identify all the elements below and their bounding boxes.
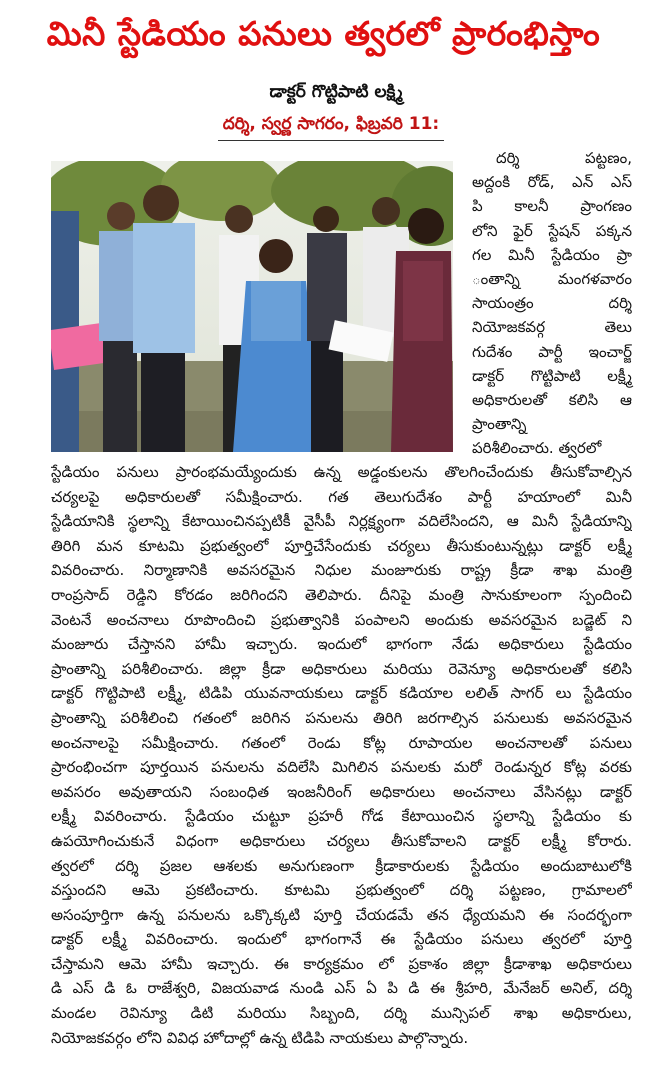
article-byline: డాక్టర్ గొట్టిపాటి లక్ష్మి [269, 82, 403, 102]
text-line: వివరించారు. నిర్మాణానికి అవసరమైన నిధుల మంజూరుకు రాష్ట్ర క్రీడా శాఖ మంత్రి [51, 561, 632, 580]
article-side-column [472, 146, 632, 461]
text-line: అధికారులతో కలిసి ఆ [472, 391, 632, 410]
text-line: వస్తుందని ఆమె ప్రకటించారు. కూటమి ప్రభుత్వంలో దర్శి పట్టణం, గ్రామాలలో [51, 881, 632, 900]
text-line: గుదేశం పార్టీ ఇంచార్జ్ [472, 342, 632, 361]
article-body [51, 460, 632, 1050]
article-headline: మినీ స్టేడియం పనులు త్వరలో ప్రారంభిస్తాం [46, 14, 601, 53]
text-line: లక్ష్మీ వివరించారు. స్టేడియం చుట్టూ ప్రహరీ గోడ కేటాయించిన స్థలాన్ని స్టేడియం కు [51, 807, 632, 826]
text-line: డాక్టర్ గొట్టిపాటి లక్ష్మీ [472, 366, 632, 385]
stadium-inspection-photo [51, 161, 453, 452]
text-line: ంతాన్ని మంగళవారం [472, 270, 632, 289]
text-line: మంజూరు చేస్తానని హామీ ఇచ్చారు. ఇందులో భాగంగా నేడు అధికారులు స్టేడియం [51, 635, 632, 654]
text-line: డి ఎస్ డి ఓ రాజేశ్వరి, విజయవాడ నుండి ఎస్ ఏ పి డి ఈ శ్రీహరి, మేనేజర్ అనిల్, దర్శి [51, 979, 632, 998]
text-line: చేస్తామని ఆమె హామీ ఇచ్చారు. ఈ కార్యక్రమం లో ప్రకాశం జిల్లా క్రీడాశాఖ అధికారులు [51, 954, 632, 973]
text-line: పి కాలనీ ప్రాంగణం [472, 197, 632, 216]
text-line: ప్రాంతాన్ని పరిశీలించి గతంలో జరిగిన పనులను తిరిగి జరగాల్సిన పనులుకు అవసరమైన [51, 708, 632, 727]
text-line: స్టేడియానికి స్థలాన్ని కేటాయించినప్పటికీ వైసీపీ నిర్లక్ష్యంగా వదిలేసిందని, ఆ మినీ స్టేడియాన్ని [51, 512, 632, 531]
text-line: దర్శి పట్టణం, [496, 149, 632, 167]
text-line: సాయంత్రం దర్శి [472, 294, 632, 313]
text-line: ప్రాంతాన్ని పరిశీలించారు. జిల్లా క్రీడా అధికారులు మరియు రెవెన్యూ అధికారులతో కలిసి [51, 659, 632, 678]
text-line: ప్రాంతాన్ని [472, 415, 527, 434]
text-line: స్టేడియం పనులు ప్రారంభమయ్యేందుకు ఉన్న అడ్డంకులను తొలగించేందుకు తీసుకోవాల్సిన [51, 463, 632, 481]
text-line: డాక్టర్ లక్ష్మీ వివరించారు. ఇందులో భాగంగానే ఈ స్టేడియం పనులు త్వరలో పూర్తి [51, 930, 632, 949]
text-line: త్వరలో దర్శి ప్రజల ఆశలకు అనుగుణంగా క్రీడాకారులకు స్టేడియం అందుబాటులోకి [51, 856, 632, 875]
text-line: అంచనాలపై సమీక్షించారు. గతంలో రెండు కోట్ల రూపాయల అంచనాలతో పనులు [51, 733, 632, 752]
text-line: అద్దంకి రోడ్, ఎన్ ఎస్ [472, 173, 632, 192]
text-line: నియోజకవర్గం లోని వివిధ హోదాల్లో ఉన్న టిడిపి నాయకులు పాల్గొన్నారు. [51, 1028, 469, 1047]
text-line: పరిశీలించారు. త్వరలో [472, 439, 602, 458]
text-line: లోని ఫైర్ స్టేషన్ పక్కన [472, 221, 632, 240]
text-line: ఉపయోగించుకునే విధంగా అధికారులు చర్యలు తీసుకోవాలని డాక్టర్ లక్ష్మీ కోరారు. [51, 831, 632, 850]
text-line: చర్యలపై అధికారులతో సమీక్షించారు. గత తెలుగుదేశం పార్టీ హయాంలో మినీ [51, 487, 632, 506]
dateline-underline [218, 140, 444, 141]
text-line: రాంప్రసాద్ రెడ్డిని కోరడం జరిగిందని తెలిపారు. దీనిపై మంత్రి సానుకూలంగా స్పందించి [51, 585, 632, 604]
text-line: వెంటనే అంచనాలు రూపొందించి ప్రభుత్వానికి పంపాలని అందుకు అవసరమైన బడ్జెట్ ని [51, 610, 632, 629]
article-photo [51, 161, 453, 452]
text-line: డాక్టర్ గొట్టిపాటి లక్ష్మీ, టిడిపి యువనాయకులు డాక్టర్ కడియాల లలిత్ సాగర్ లు స్టేడియం [51, 684, 632, 703]
text-line: నియోజకవర్గ తెలు [472, 318, 632, 337]
text-line: గల మినీ స్టేడియం ప్రా [472, 245, 632, 264]
text-line: అసంపూర్తిగా ఉన్న పనులను ఒక్కొక్కటి పూర్తి చేయడమే తన ధ్యేయమని ఈ సందర్భంగా [51, 905, 632, 924]
text-line: తిరిగి మన కూటమి ప్రభుత్వంలో పూర్తిచేసేందుకు చర్యలు తీసుకుంటున్నట్లు డాక్టర్ లక్ష్మీ [51, 536, 632, 555]
text-line: అవసరం అవుతాయని సంబంధిత ఇంజనీరింగ్ అధికారులు అంచనాలు వేసినట్లు డాక్టర్ [51, 782, 632, 801]
article-dateline: దర్శి, స్వర్ణ సాగరం, ఫిబ్రవరి 11: [222, 114, 440, 134]
text-line: ప్రారంభించగా పూర్తయిన పనులను వదిలేసి మిగిలిన పనులకు మరో రెండున్నర కోట్ల వరకు [51, 758, 632, 777]
text-line: మండల రెవిన్యూ డిటి మరియు సిబ్బంది, దర్శి మున్సిపల్ శాఖ అధికారులు, [51, 1004, 632, 1023]
